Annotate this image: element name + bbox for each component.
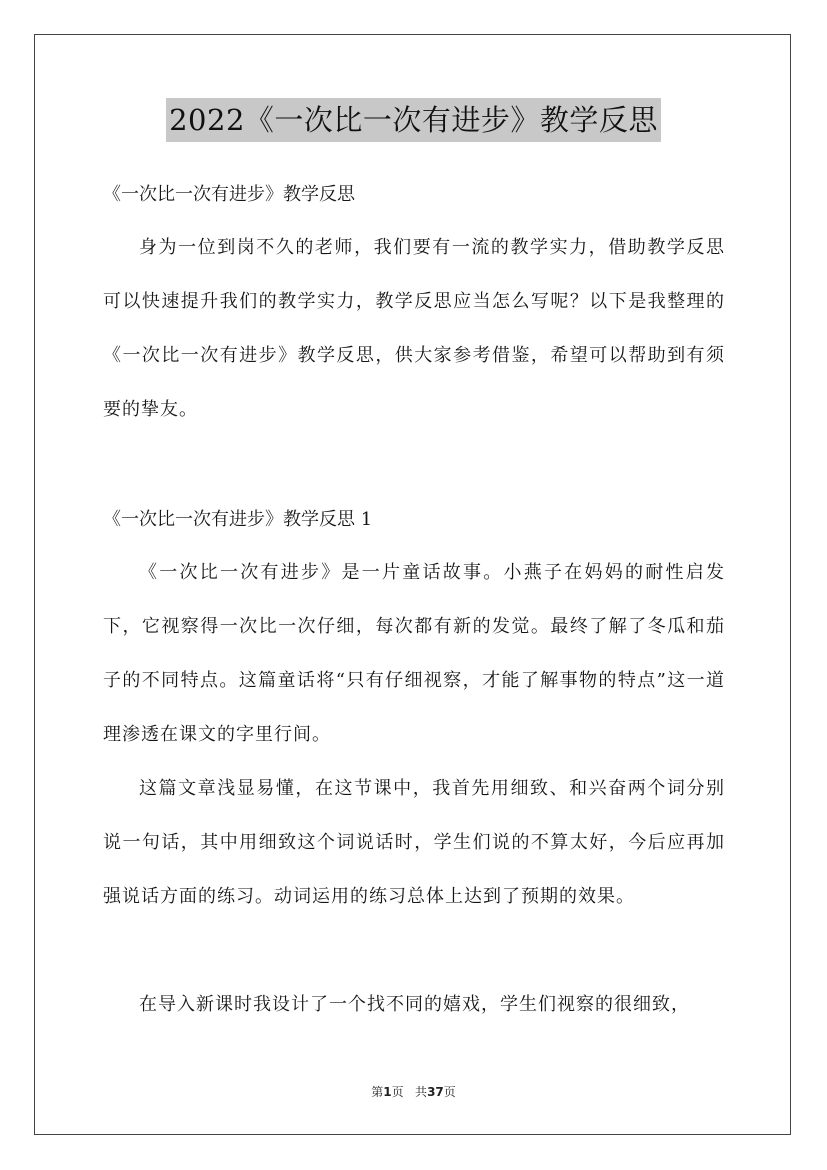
body-paragraph: 在导入新课时我设计了一个找不同的嬉戏，学生们视察的很细致，	[139, 994, 690, 1015]
intro-heading: 《一次比一次有进步》教学反思	[103, 184, 355, 205]
footer-page-prefix: 第	[371, 1085, 384, 1099]
footer-page-suffix: 页	[391, 1085, 404, 1099]
body-paragraph: 这篇文章浅显易懂，在这节课中，我首先用细致、和兴奋两个词分别说一句话，其中用细致这个词说话时，学生们说的不算太好，今后应再加强说话方面的练习。动词运用的练习总体上达到了预期的效果。	[103, 778, 725, 907]
footer-page-total: 37	[427, 1085, 444, 1099]
footer-total-suffix: 页	[443, 1085, 456, 1099]
footer-page-current: 1	[383, 1085, 392, 1099]
footer-total-prefix: 共	[415, 1085, 428, 1099]
title-container	[0, 98, 827, 142]
page-footer	[0, 1083, 827, 1100]
document-title: 2022《一次比一次有进步》教学反思	[166, 98, 661, 142]
intro-paragraph: 身为一位到岗不久的老师，我们要有一流的教学实力，借助教学反思可以快速提升我们的教学实力，教学反思应当怎么写呢？以下是我整理的《一次比一次有进步》教学反思，供大家参考借鉴，希望可以帮助到有须要的挚友。	[103, 237, 725, 420]
section-heading: 《一次比一次有进步》教学反思 1	[103, 509, 373, 530]
body-paragraph: 《一次比一次有进步》是一片童话故事。小燕子在妈妈的耐性启发下，它视察得一次比一次仔细，每次都有新的发觉。最终了解了冬瓜和茄子的不同特点。这篇童话将“只有仔细视察，才能了解事物的特点”这一道理渗透在课文的字里行间。	[103, 562, 725, 745]
